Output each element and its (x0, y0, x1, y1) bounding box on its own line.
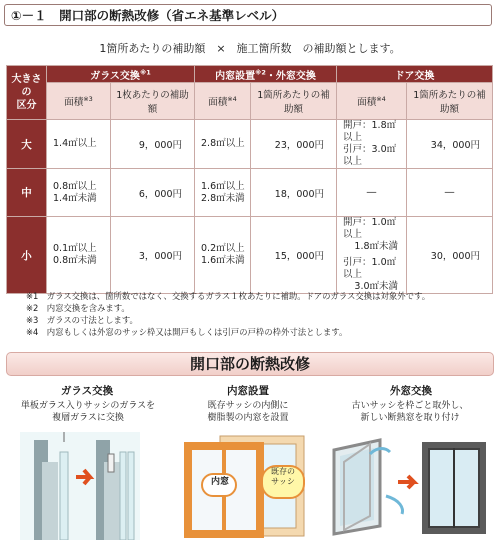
glass-exchange-desc: 単板ガラス入りサッシのガラスを 複層ガラスに交換 (20, 401, 156, 423)
inner-window-label: 内窓 (210, 477, 229, 487)
footnotes (26, 290, 496, 338)
door-amount-header: 1箇所あたりの補助額 (407, 83, 493, 120)
page-title: ①－１ 開口部の断熱改修（省エネ基準レベル） (4, 4, 492, 26)
footnote: ※3 ガラスの寸法とします。 (26, 315, 138, 325)
door-amount-cell: ― (407, 169, 493, 217)
glass-area-cell: 0.8㎡以上 1.4㎡未満 (47, 169, 111, 217)
inner-window-title: 内窓設置 (227, 385, 269, 397)
glass-amount-cell: 3，000円 (111, 217, 195, 294)
glass-area-cell: 0.1㎡以上 0.8㎡未満 (47, 217, 111, 294)
inner-area-cell: 2.8㎡以上 (195, 120, 251, 169)
inner-area-header: 面積$^{※4}$ (195, 83, 251, 120)
glass-amount-cell: 9，000円 (111, 120, 195, 169)
glass-amount-header: 1枚あたりの補助額 (111, 83, 195, 120)
glass-exchange-header: ガラス交換$^{※1}$ (47, 66, 195, 83)
outer-window-title: 外窓交換 (390, 385, 432, 397)
door-area-header: 面積$^{※4}$ (337, 83, 407, 120)
inner-amount-header: 1箇所あたりの補助額 (251, 83, 337, 120)
door-area-cell: ― (337, 169, 407, 217)
door-amount-cell: 34，000円 (407, 120, 493, 169)
inner-amount-cell: 18，000円 (251, 169, 337, 217)
inner-amount-cell: 15，000円 (251, 217, 337, 294)
door-exchange-header: ドア交換 (337, 66, 493, 83)
subsidy-formula: 1箇所あたりの補助額 × 施工箇所数 の補助額とします。 (99, 42, 401, 55)
table-row-small (7, 217, 493, 294)
glass-area-header: 面積$^{※3}$ (47, 83, 111, 120)
footnote: ※1 ガラス交換は、箇所数ではなく、交換するガラス１枚あたりに補助。ドアのガラス交換は対象外です。 (26, 291, 431, 301)
glass-exchange-title: ガラス交換 (60, 385, 114, 397)
table-row-medium (7, 169, 493, 217)
existing-sash-label: 既存の サッシ (271, 467, 295, 486)
subsidy-table (6, 65, 493, 294)
inner-window-header: 内窓設置$^{※2}$・外窓交換 (195, 66, 337, 83)
glass-amount-cell: 6，000円 (111, 169, 195, 217)
table-row-large (7, 120, 493, 169)
size-category-header: 大きさ の 区分 (7, 66, 47, 120)
footnote: ※2 内窓交換を含みます。 (26, 303, 130, 313)
outer-window-illustration (330, 436, 490, 540)
inner-window-desc: 既存サッシの内側に 樹脂製の内窓を設置 (207, 401, 289, 423)
door-area-cell: 開戸：1.8㎡以上 引戸：3.0㎡以上 (337, 120, 407, 169)
glass-exchange-illustration (20, 432, 140, 540)
outer-window-desc: 古いサッシを枠ごと取外し、 新しい断熱窓を取り付け (351, 401, 469, 423)
size-label: 小 (7, 217, 47, 294)
door-amount-cell: 30，000円 (407, 217, 493, 294)
size-label: 中 (7, 169, 47, 217)
size-label: 大 (7, 120, 47, 169)
inner-amount-cell: 23，000円 (251, 120, 337, 169)
inner-area-cell: 0.2㎡以上 1.6㎡未満 (195, 217, 251, 294)
section-title: 開口部の断熱改修 (6, 352, 494, 376)
glass-area-cell: 1.4㎡以上 (47, 120, 111, 169)
footnote: ※4 内窓もしくは外窓のサッシ枠又は開戸もしくは引戸の戸枠の枠外寸法とします。 (26, 327, 348, 337)
inner-area-cell: 1.6㎡以上 2.8㎡未満 (195, 169, 251, 217)
door-area-cell: 開戸：1.0㎡以上 1.8㎡未満 引戸：1.0㎡以上 3.0㎡未満 (337, 217, 407, 294)
